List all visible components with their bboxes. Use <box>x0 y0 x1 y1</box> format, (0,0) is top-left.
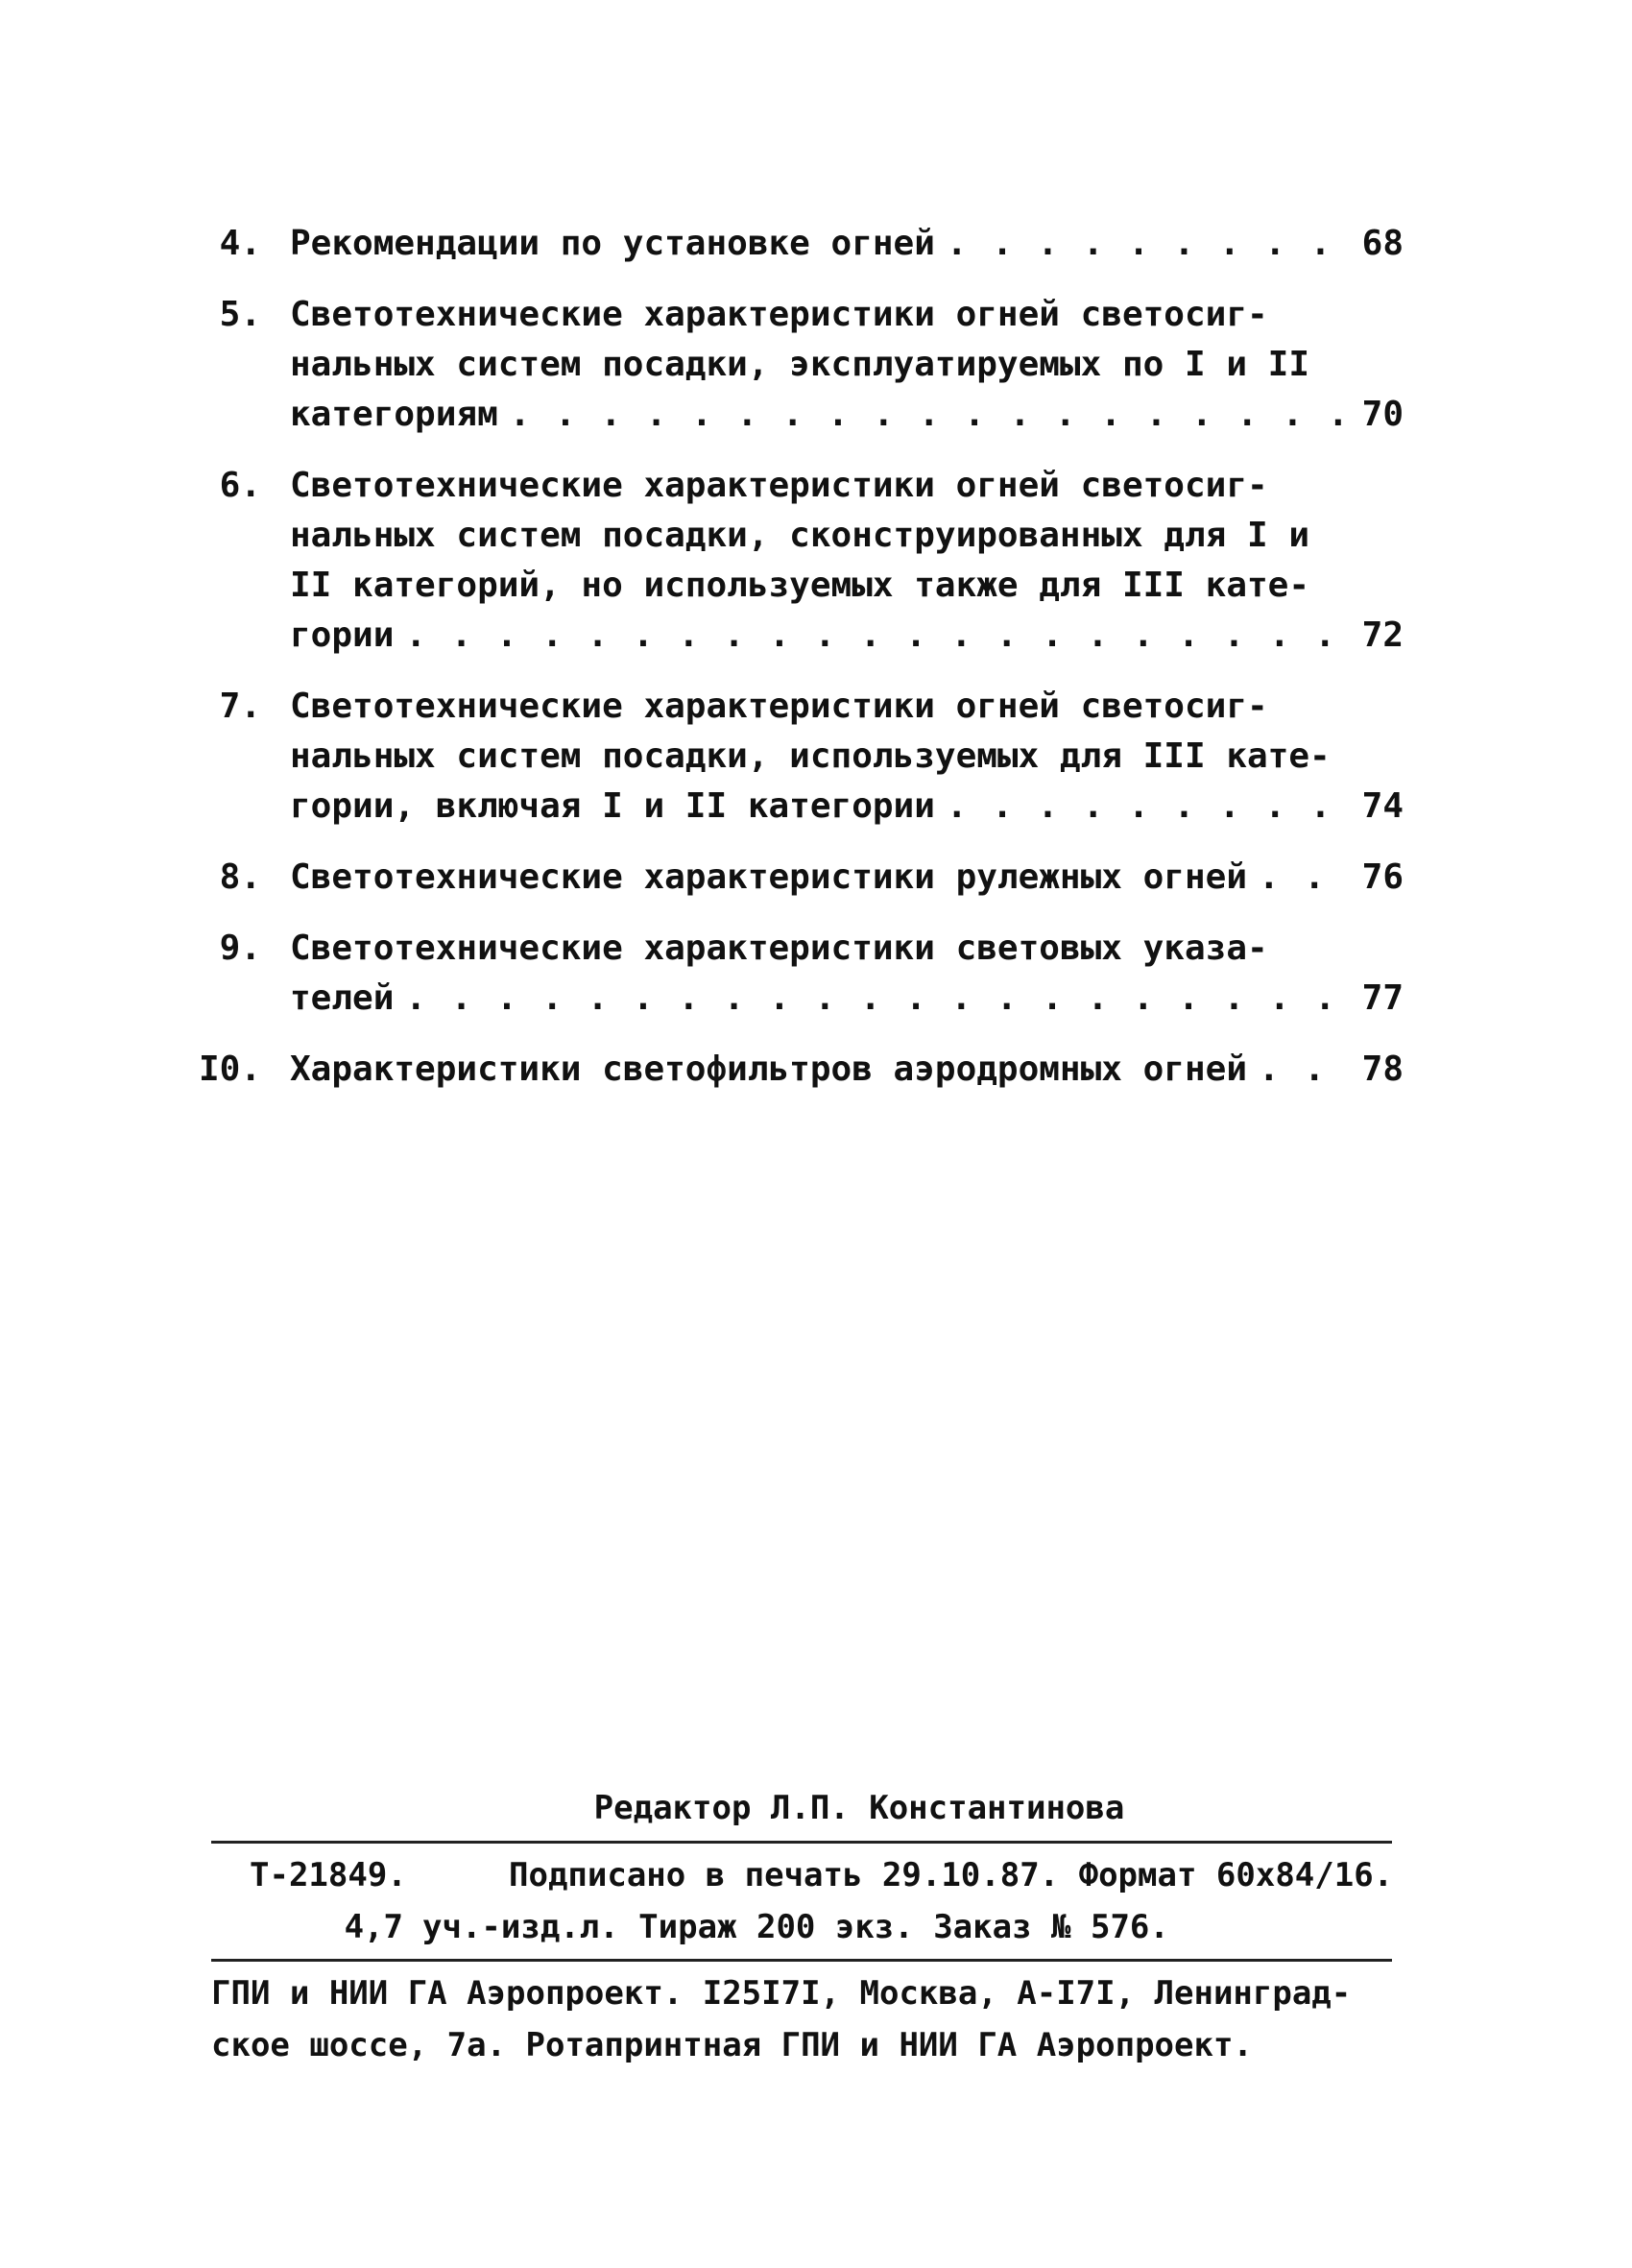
toc-entry-number: 4. <box>219 224 261 263</box>
toc-entry-number: I0. <box>198 1050 261 1089</box>
toc-entry-page: 68 <box>1361 224 1404 263</box>
signed-for-print: Подписано в печать 29.10.87. Формат 60х84/16. <box>509 1856 1394 1894</box>
divider <box>211 1841 1392 1844</box>
toc-entry-line: Светотехнические характеристики огней светосиг- <box>290 687 1268 726</box>
dot-leader <box>947 782 1346 832</box>
dot-leader <box>510 390 1346 440</box>
toc-entry-line: Светотехнические характеристики огней светосиг- <box>290 466 1268 505</box>
imprint-print-info <box>211 1849 1392 1901</box>
toc-entry-page: 77 <box>1361 978 1404 1018</box>
toc-entry-title: Характеристики светофильтров аэродромных огней <box>290 1050 1247 1089</box>
toc-entry <box>192 461 1440 661</box>
toc-entry-line: Светотехнические характеристики световых указа- <box>290 929 1268 968</box>
toc-entry <box>192 682 1440 832</box>
toc-entry-line: нальных систем посадки, используемых для III кате- <box>290 736 1331 776</box>
toc-entry-line: II категорий, но используемых также для III кате- <box>290 566 1310 605</box>
toc-entry-number: 8. <box>219 857 261 897</box>
toc-entry-title: Рекомендации по установке огней <box>290 224 935 263</box>
dot-leader <box>405 611 1346 661</box>
toc-entry <box>192 290 1440 440</box>
toc-entry-number: 6. <box>219 466 261 505</box>
dot-leader <box>1259 853 1346 903</box>
toc-entry-number: 7. <box>219 687 261 726</box>
toc-entry-line: Светотехнические характеристики огней светосиг- <box>290 295 1268 334</box>
toc-entry-page: 74 <box>1361 786 1404 826</box>
volume-value: 4,7 <box>344 1908 403 1946</box>
imprint-block <box>211 1781 1392 2071</box>
toc-entry-page: 70 <box>1361 395 1404 434</box>
dot-leader <box>947 219 1346 269</box>
table-of-contents <box>192 219 1440 1116</box>
dot-leader <box>1259 1045 1346 1095</box>
toc-entry-title: гории, включая I и II категории <box>290 786 935 826</box>
toc-entry-title: телей <box>290 978 395 1018</box>
toc-entry-number: 9. <box>219 929 261 968</box>
toc-entry-line: нальных систем посадки, сконструированных для I и <box>290 516 1310 555</box>
toc-entry-title: гории <box>290 615 395 655</box>
toc-entry-title: Светотехнические характеристики рулежных огней <box>290 857 1247 897</box>
toc-entry-page: 78 <box>1361 1050 1404 1089</box>
toc-entry <box>192 1045 1440 1095</box>
toc-entry-page: 72 <box>1361 615 1404 655</box>
publisher-line: ское шоссе, 7а. Ротапринтная ГПИ и НИИ ГА Аэропроект. <box>211 2026 1253 2064</box>
divider <box>211 1959 1392 1962</box>
toc-entry-line: нальных систем посадки, эксплуатируемых по I и II <box>290 345 1310 384</box>
imprint-volume-info <box>211 1901 1392 1953</box>
editor-credit: Редактор Л.П. Константинова <box>593 1789 1125 1827</box>
circulation-info: уч.-изд.л. Тираж 200 экз. Заказ № 576. <box>422 1908 1169 1946</box>
toc-entry-page: 76 <box>1361 857 1404 897</box>
order-code: Т-21849. <box>250 1856 407 1894</box>
dot-leader <box>405 974 1346 1024</box>
toc-entry-title: категориям <box>290 395 498 434</box>
toc-entry <box>192 924 1440 1024</box>
publisher-line: ГПИ и НИИ ГА Аэропроект. I25I7I, Москва, А-I7I, Ленинград- <box>211 1974 1352 2013</box>
toc-entry <box>192 853 1440 903</box>
toc-entry <box>192 219 1440 269</box>
toc-entry-number: 5. <box>219 295 261 334</box>
